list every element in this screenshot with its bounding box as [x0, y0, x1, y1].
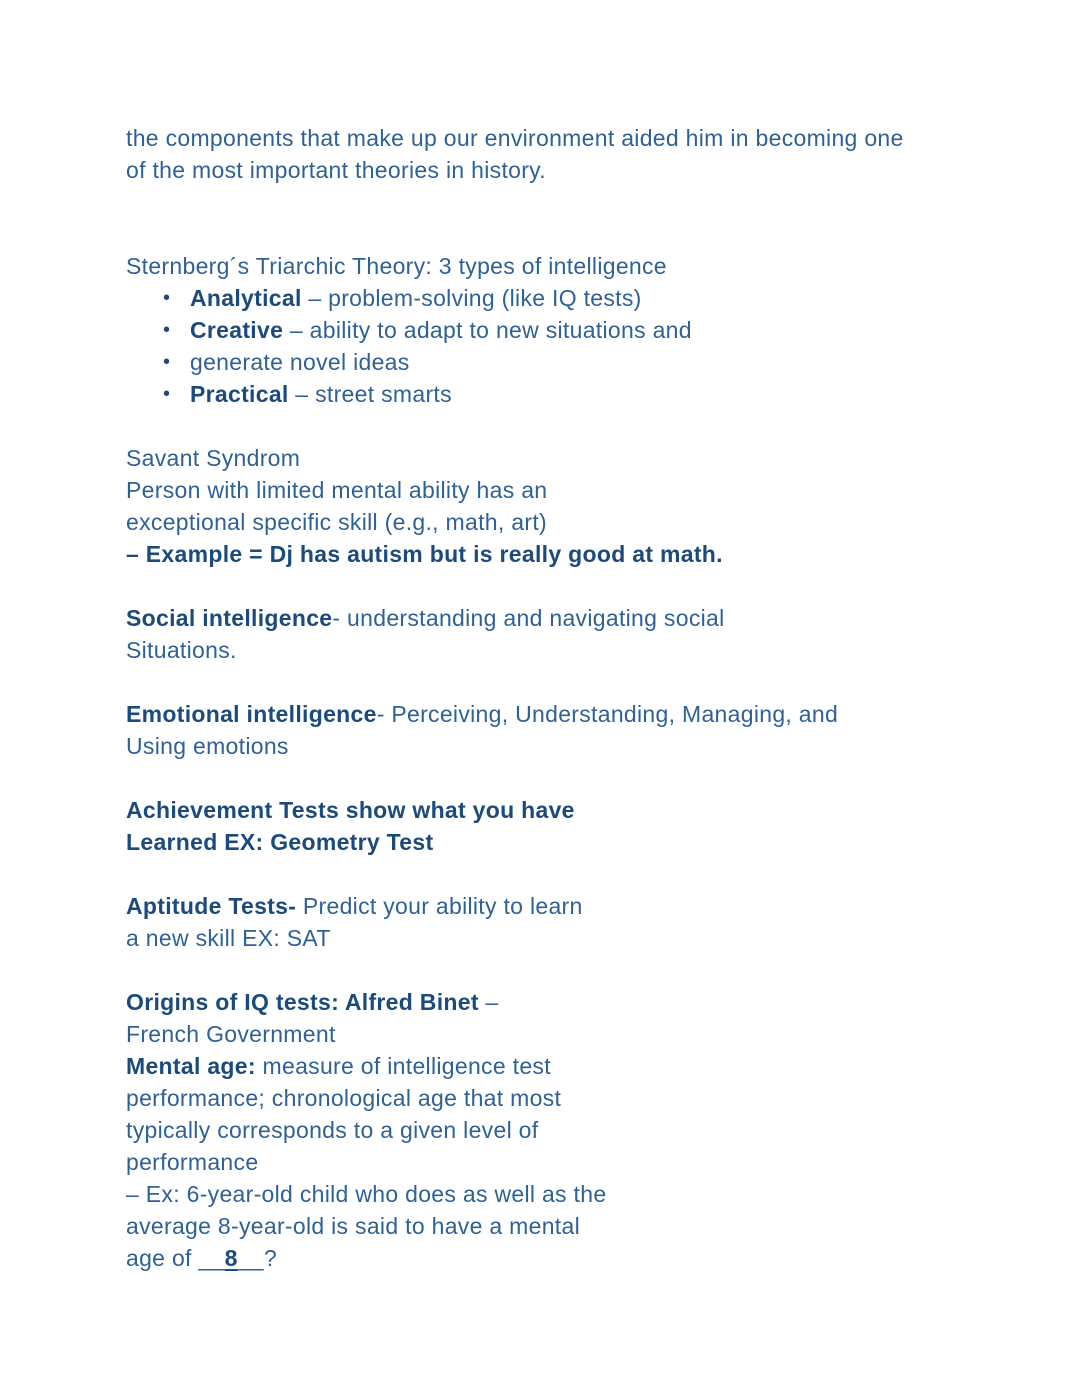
bullet-icon: •: [163, 319, 171, 341]
paragraph-aptitude-tests: [126, 890, 960, 954]
text-line: [126, 986, 960, 1018]
text-run: Savant Syndrom: [126, 445, 301, 471]
text-line: [126, 538, 960, 570]
text-run: – ability to adapt to new situations and: [283, 317, 692, 343]
text-line: [126, 890, 960, 922]
text-line: [126, 122, 960, 154]
text-run: Sternberg´s Triarchic Theory: 3 types of intelligence: [126, 253, 667, 279]
text-run: Using emotions: [126, 733, 289, 759]
text-run: age of: [126, 1245, 199, 1271]
bullet-icon: •: [163, 287, 171, 309]
bullet-list-item: [126, 346, 960, 378]
text-run: – Example = Dj has autism but is really good at math.: [126, 541, 723, 567]
text-line: [126, 154, 960, 186]
text-line: [126, 730, 960, 762]
text-run: typically corresponds to a given level of: [126, 1117, 539, 1143]
text-run: Origins of IQ tests: Alfred Binet: [126, 989, 479, 1015]
text-line: [126, 442, 960, 474]
text-line: [126, 1082, 960, 1114]
text-run: measure of intelligence test: [255, 1053, 551, 1079]
bullet-list-item: [126, 282, 960, 314]
text-run: Mental age:: [126, 1053, 256, 1079]
text-run: – problem-solving (like IQ tests): [301, 285, 642, 311]
text-line: [126, 602, 960, 634]
text-run: - Perceiving, Understanding, Managing, and: [376, 701, 839, 727]
text-line: [126, 634, 960, 666]
text-run: - understanding and navigating social: [332, 605, 725, 631]
text-run: performance: [126, 1149, 259, 1175]
text-line: [126, 794, 960, 826]
bullet-list-item: [126, 314, 960, 346]
text-run: performance; chronological age that most: [126, 1085, 562, 1111]
text-line: [126, 1018, 960, 1050]
text-line: [126, 1114, 960, 1146]
paragraph-intro: [126, 122, 960, 186]
text-line: [126, 698, 960, 730]
text-run: Person with limited mental ability has an: [126, 477, 548, 503]
text-run: Achievement Tests show what you have: [126, 797, 575, 823]
text-line: [126, 1050, 960, 1082]
text-line: [126, 1178, 960, 1210]
text-run: Learned EX: Geometry Test: [126, 829, 434, 855]
text-line: [126, 506, 960, 538]
paragraph-savant-syndrom: [126, 442, 960, 570]
text-line: [126, 1242, 960, 1274]
bullet-icon: •: [163, 383, 171, 405]
paragraph-emotional-intelligence: [126, 698, 960, 762]
bullet-icon: •: [163, 351, 171, 373]
text-run: the components that make up our environment aided him in becoming one: [126, 125, 904, 151]
text-run: a new skill EX: SAT: [126, 925, 331, 951]
paragraph-achievement-tests: [126, 794, 960, 858]
text-run: generate novel ideas: [190, 349, 410, 375]
text-run: Emotional intelligence: [126, 701, 377, 727]
text-line: [126, 922, 960, 954]
text-run: average 8-year-old is said to have a mental: [126, 1213, 580, 1239]
text-run: Analytical: [190, 285, 302, 311]
text-run: Situations.: [126, 637, 237, 663]
text-run: exceptional specific skill (e.g., math, art): [126, 509, 547, 535]
text-line: [126, 474, 960, 506]
text-run: __: [198, 1245, 225, 1271]
text-line: [126, 1146, 960, 1178]
text-run: of the most important theories in history.: [126, 157, 546, 183]
text-run: Aptitude Tests-: [126, 893, 297, 919]
text-run: Creative: [190, 317, 284, 343]
text-run: French Government: [126, 1021, 336, 1047]
text-run: – Ex: 6-year-old child who does as well as the: [126, 1181, 607, 1207]
text-run: __: [237, 1245, 264, 1271]
paragraph-origins-of-iq-tests: [126, 986, 960, 1274]
text-run: ?: [263, 1245, 277, 1271]
paragraph-sternberg-triarchic-theory: [126, 250, 960, 410]
text-line: [126, 1210, 960, 1242]
bullet-list-item: [126, 378, 960, 410]
text-run: Predict your ability to learn: [296, 893, 583, 919]
text-line: [126, 250, 960, 282]
text-run: –: [478, 989, 499, 1015]
text-run: 8: [224, 1245, 238, 1271]
text-run: Practical: [190, 381, 289, 407]
text-line: [126, 826, 960, 858]
text-run: – street smarts: [288, 381, 452, 407]
paragraph-social-intelligence: [126, 602, 960, 666]
text-run: Social intelligence: [126, 605, 333, 631]
